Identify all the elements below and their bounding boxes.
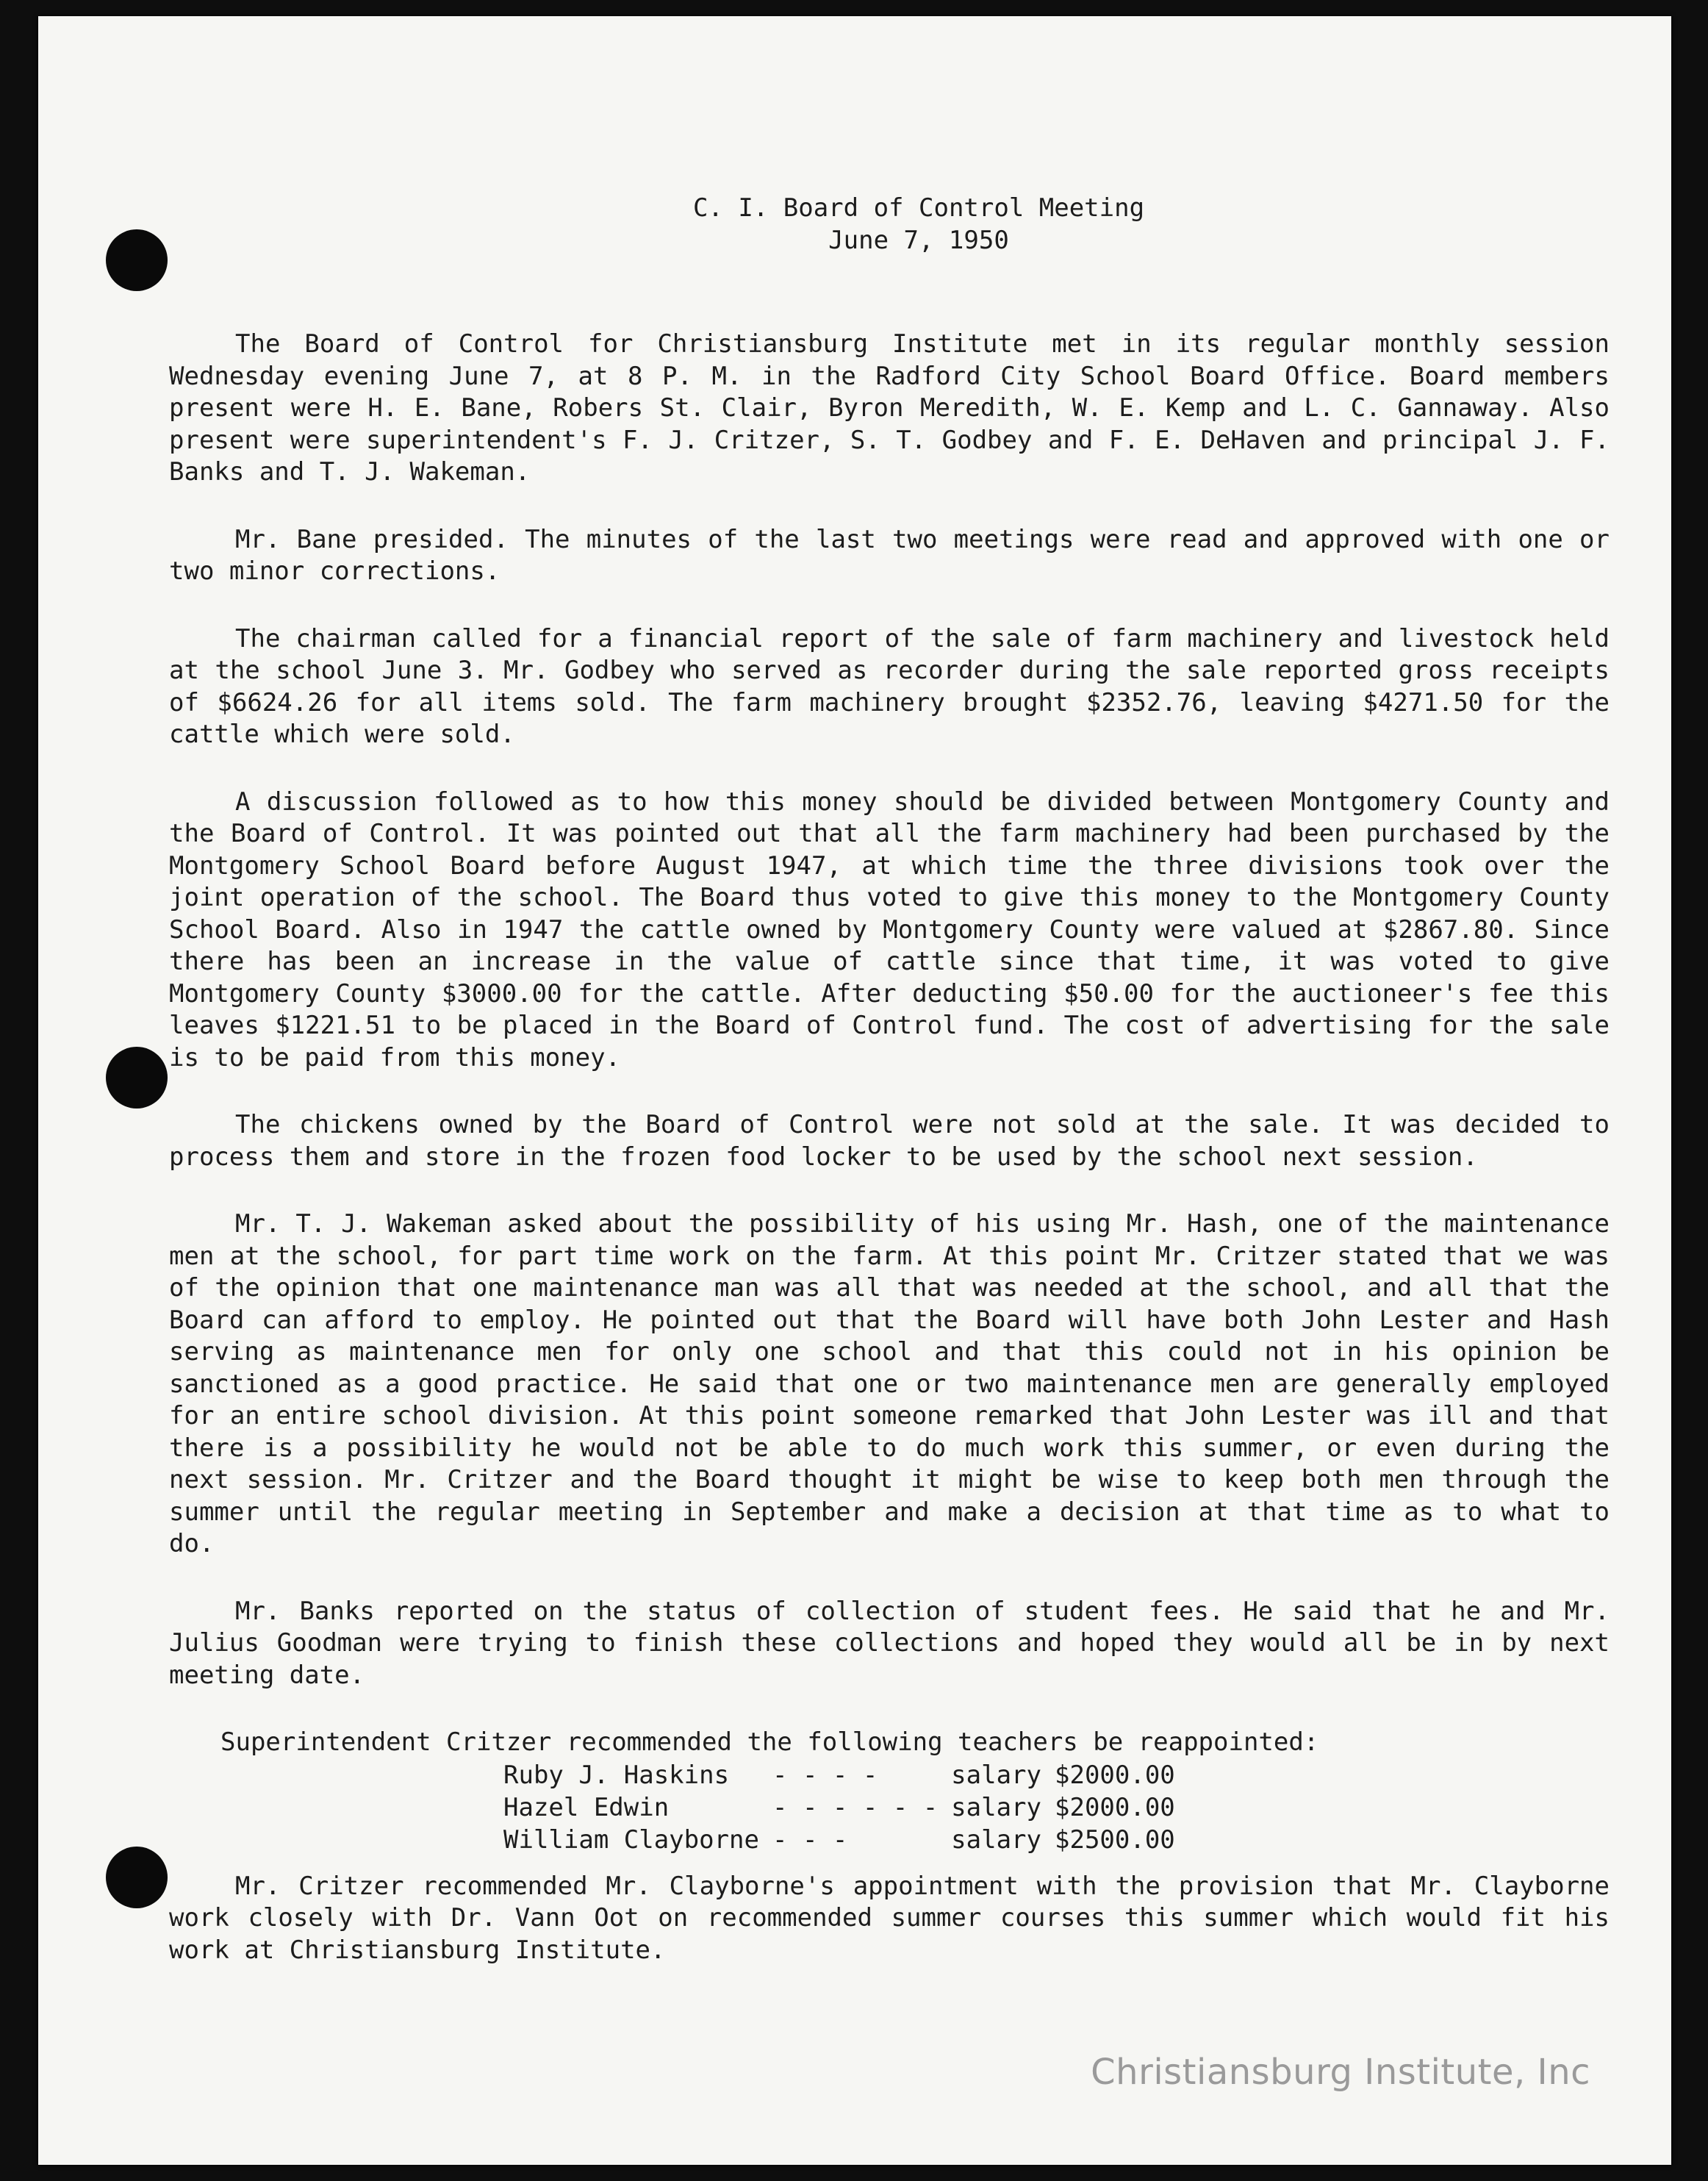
salary-label: salary — [951, 1792, 1041, 1822]
meeting-title: C. I. Board of Control Meeting — [692, 193, 1145, 223]
punch-hole-middle — [106, 1047, 168, 1109]
paragraph-attendance: The Board of Control for Christiansburg Institute met in its regular monthly session Wednesday evening June 7, at 8 P. M. in the Radford City School Board Office. Board members present were H. E. Bane, Robers St. Clair, Byron Meredith, W. E. Kemp and L. C. Gannaway. Also present were superintendent's F. J. Critzer, S. T. Godbey and F. E. DeHaven and principal J. F. Banks and T. J. Wakeman. — [169, 329, 1610, 487]
teacher-salary-list — [503, 1759, 1188, 1856]
salary-label: salary — [951, 1760, 1041, 1790]
teacher-row — [503, 1824, 1188, 1856]
watermark: Christiansburg Institute, Inc — [1091, 2052, 1590, 2093]
punch-hole-bottom — [106, 1847, 168, 1908]
meeting-date: June 7, 1950 — [828, 225, 1009, 255]
meeting-minutes — [169, 193, 1610, 1966]
teacher-name: William Clayborne — [503, 1824, 759, 1855]
paragraph-clayborne-provision: Mr. Critzer recommended Mr. Clayborne's appointment with the provision that Mr. Clayborne work closely with Dr. Vann Oot on recommended summer courses this summer which would fit his work at Christiansburg Institute. — [169, 1871, 1610, 1965]
teacher-name: Ruby J. Haskins — [503, 1760, 730, 1790]
teacher-dashes: - - - — [772, 1824, 848, 1855]
paragraph-minutes: Mr. Bane presided. The minutes of the last two meetings were read and approved with one or two minor corrections. — [169, 524, 1610, 586]
paragraph-financial-report: The chairman called for a financial report of the sale of farm machinery and livestock held at the school June 3. Mr. Godbey who served as recorder during the sale reported gross receipts of $6624.26 for all items sold. The farm machinery brought $2352.76, leaving $4271.50 for the cattle which were sold. — [169, 623, 1610, 749]
paragraph-student-fees: Mr. Banks reported on the status of collection of student fees. He said that he and Mr. Julius Goodman were trying to finish these collections and hoped they would all be in by next meeting date. — [169, 1596, 1610, 1690]
salary-amount: $2000.00 — [1055, 1792, 1175, 1822]
paragraph-money-division: A discussion followed as to how this money should be divided between Montgomery County and the Board of Control. It was pointed out that all the farm machinery had been purchased by the Montgomery School Board before August 1947, at which time the three divisions took over the joint operation of the school. The Board thus voted to give this money to the Montgomery County School Board. Also in 1947 the cattle owned by Montgomery County were valued at $2867.80. Since there has been an increase in the value of cattle since that time, it was voted to give Montgomery County $3000.00 for the cattle. After deducting $50.00 for the auctioneer's fee this leaves $1221.51 to be placed in the Board of Control fund. The cost of advertising for the sale is to be paid from this money. — [169, 787, 1610, 1072]
salary-amount: $2000.00 — [1055, 1760, 1175, 1790]
recommendation-intro: Superintendent Critzer recommended the following teachers be reappointed: — [220, 1727, 1319, 1757]
salary-amount: $2500.00 — [1055, 1824, 1175, 1855]
paragraph-chickens: The chickens owned by the Board of Control were not sold at the sale. It was decided to process them and store in the frozen food locker to be used by the school next session. — [169, 1110, 1610, 1172]
teacher-row — [503, 1759, 1188, 1791]
paragraph-maintenance: Mr. T. J. Wakeman asked about the possibility of his using Mr. Hash, one of the maintenance men at the school, for part time work on the farm. At this point Mr. Critzer stated that we was of the opinion that one maintenance man was all that was needed at the school, and all that the Board can afford to employ. He pointed out that the Board will have both John Lester and Hash serving as maintenance men for only one school and that this could not in his opinion be sanctioned as a good practice. He said that one or two maintenance men are generally employed for an entire school division. At this point someone remarked that John Lester was ill and that there is a possibility he would not be able to do much work this summer, or even during the next session. Mr. Critzer and the Board thought it might be wise to keep both men through the summer until the regular meeting in September and make a decision at that time as to what to do. — [169, 1209, 1610, 1558]
teacher-dashes: - - - - - - — [772, 1792, 939, 1822]
teacher-name: Hazel Edwin — [503, 1792, 670, 1822]
teacher-dashes: - - - - — [772, 1760, 878, 1790]
punch-hole-top — [106, 229, 168, 291]
teacher-row — [503, 1791, 1188, 1824]
salary-label: salary — [951, 1824, 1041, 1855]
